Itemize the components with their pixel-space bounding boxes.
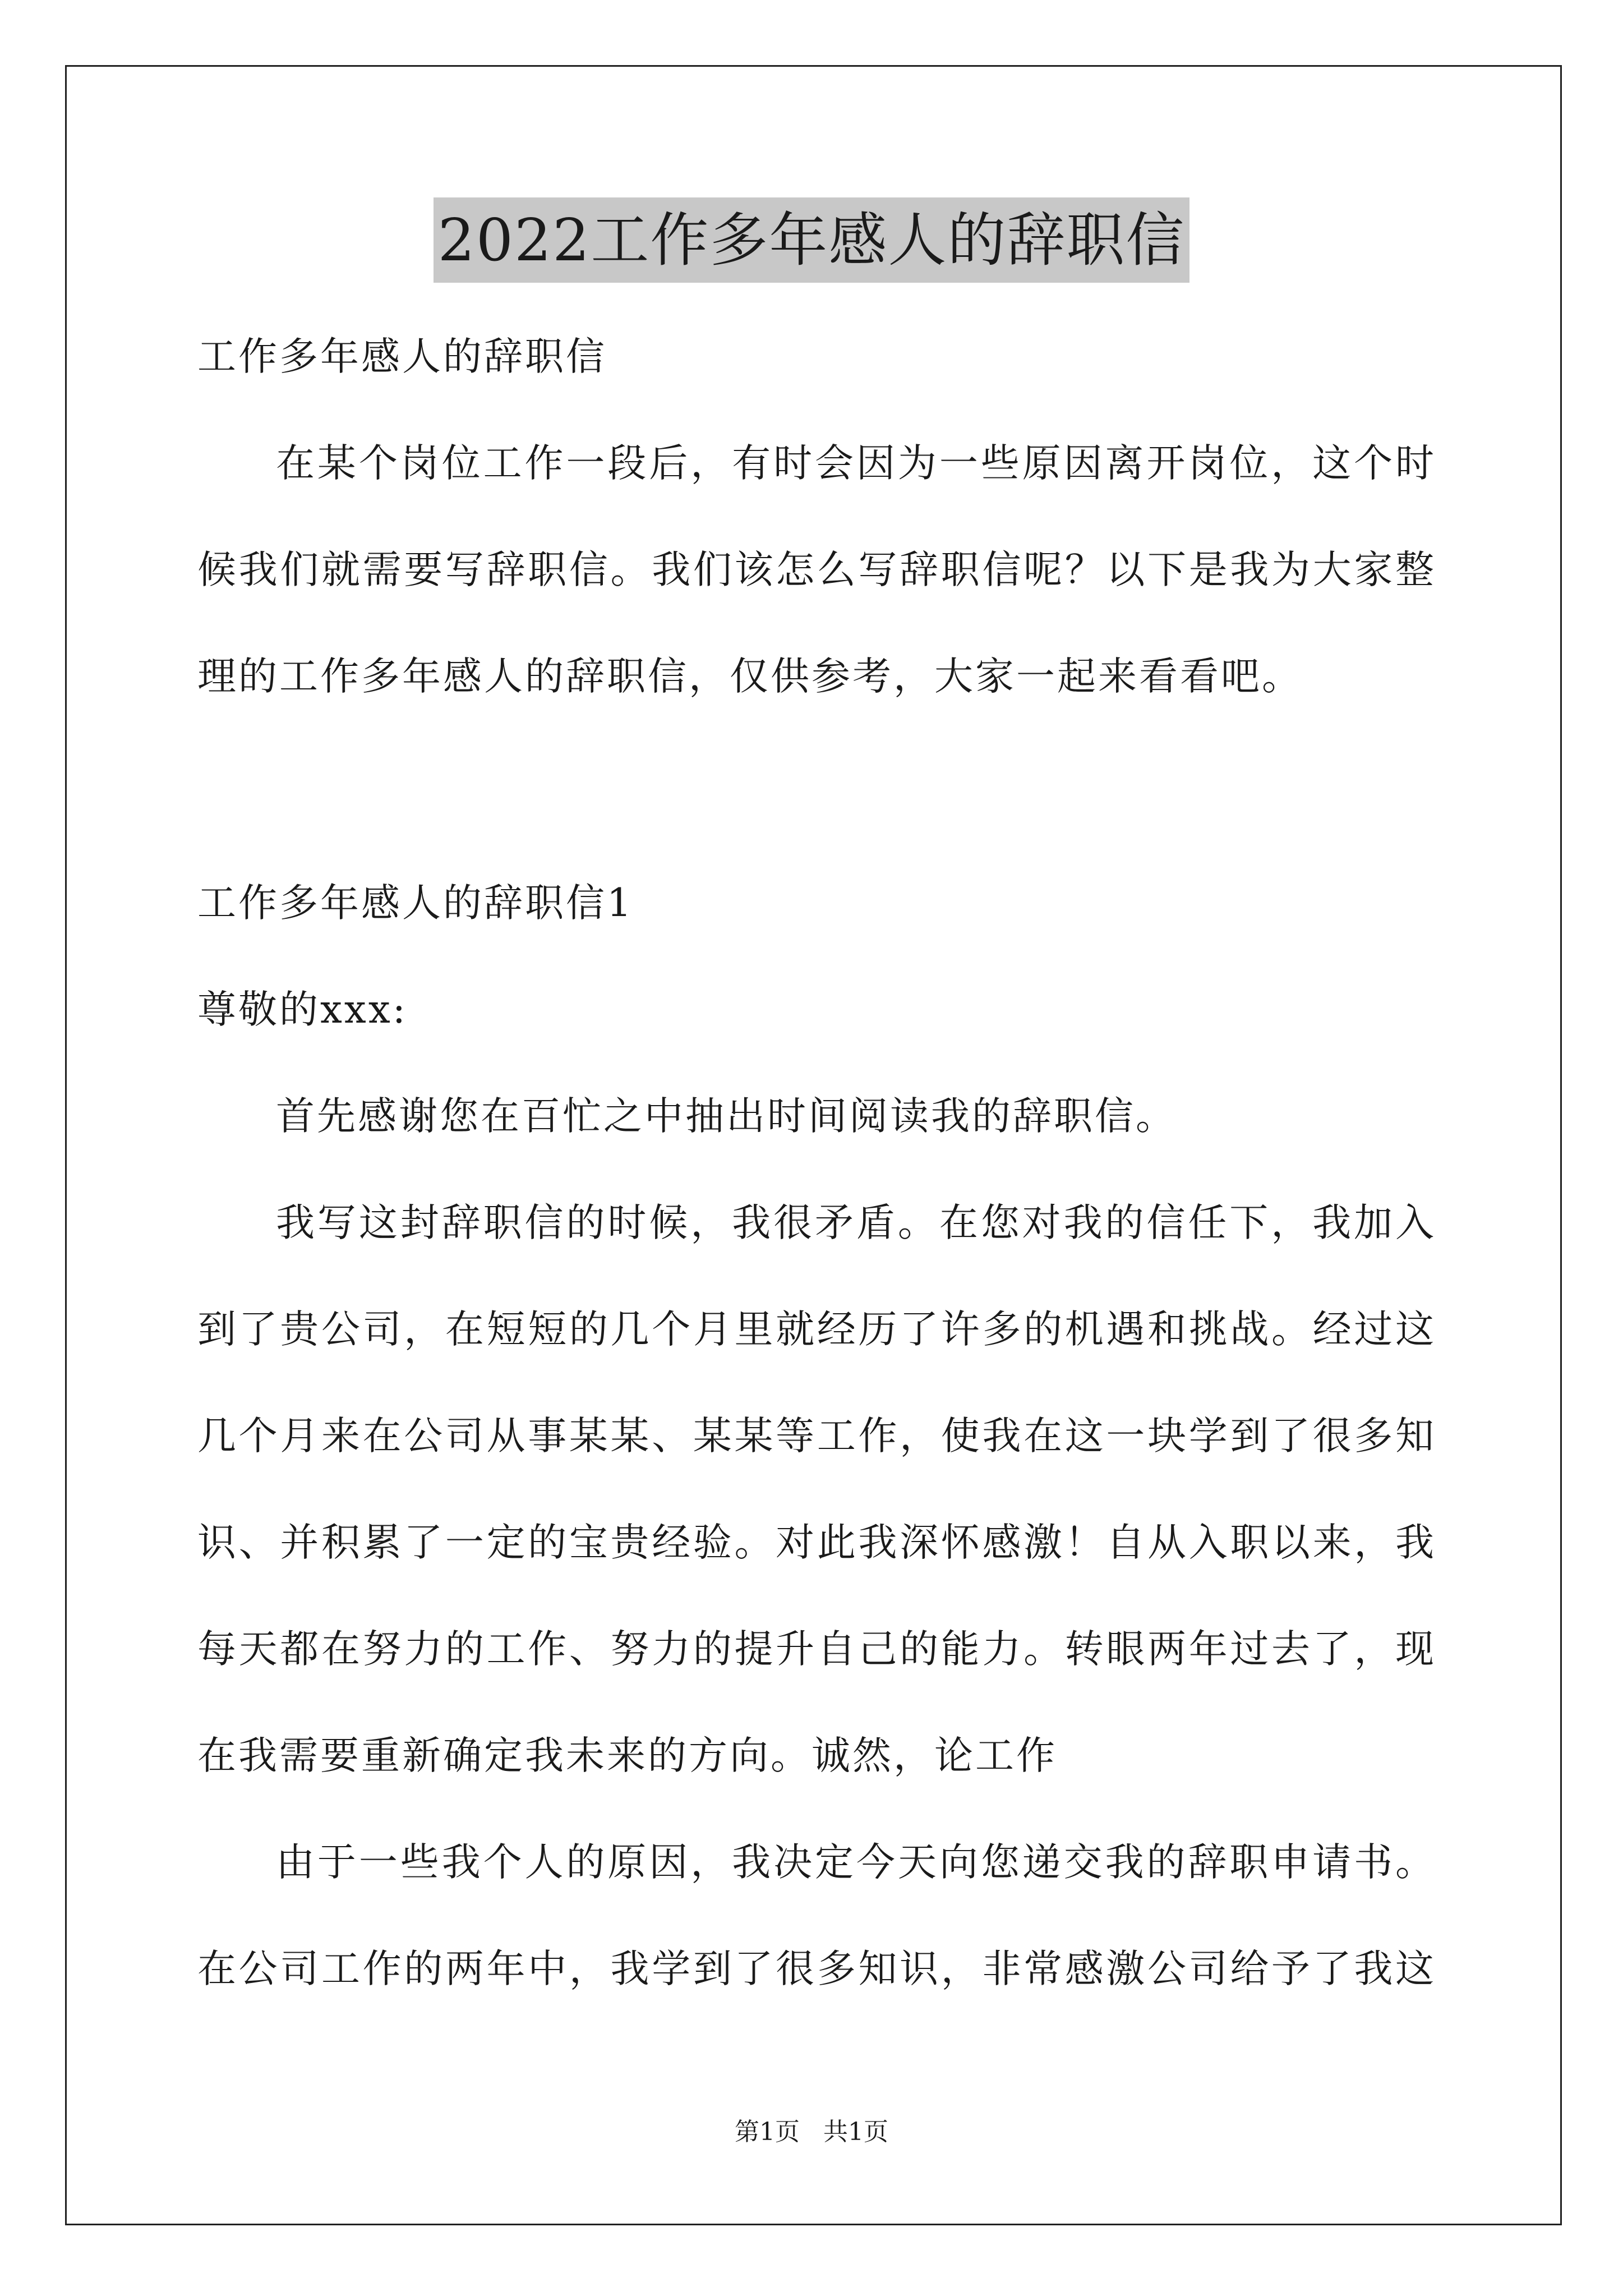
text-line: 我写这封辞职信的时候，我很矛盾。在您对我的信任下，我加入 [276,1202,1434,1244]
text-line: 在公司工作的两年中，我学到了很多知识，非常感激公司给予了我这 [197,1948,1434,1990]
text-line: 工作多年感人的辞职信 [197,335,607,378]
text-line: 到了贵公司，在短短的几个月里就经历了许多的机遇和挑战。经过这 [197,1308,1434,1351]
document-title: 2022工作多年感人的辞职信 [434,197,1190,283]
page-footer [0,2118,1623,2147]
text-line: 识、并积累了一定的宝贵经验。对此我深怀感激！自从入职以来，我 [197,1521,1434,1564]
text-line: 在某个岗位工作一段后，有时会因为一些原因离开岗位，这个时 [276,442,1434,485]
page-frame [65,65,1562,2225]
text-line: 工作多年感人的辞职信1 [197,882,634,924]
text-line: 尊敬的xxx: [197,988,408,1031]
text-line: 由于一些我个人的原因，我决定今天向您递交我的辞职申请书。 [276,1841,1434,1884]
text-line: 在我需要重新确定我未来的方向。诚然，论工作 [197,1734,1057,1777]
title-container [0,197,1623,283]
text-line: 候我们就需要写辞职信。我们该怎么写辞职信呢？以下是我为大家整 [197,549,1434,591]
text-line: 几个月来在公司从事某某、某某等工作，使我在这一块学到了很多知 [197,1415,1434,1457]
text-line: 首先感谢您在百忙之中抽出时间阅读我的辞职信。 [276,1095,1177,1138]
page-total: 共1页 [823,2118,888,2146]
page-current: 第1页 [735,2118,800,2146]
text-line: 理的工作多年感人的辞职信，仅供参考，大家一起来看看吧。 [197,655,1303,698]
text-line: 每天都在努力的工作、努力的提升自己的能力。转眼两年过去了，现 [197,1628,1434,1671]
